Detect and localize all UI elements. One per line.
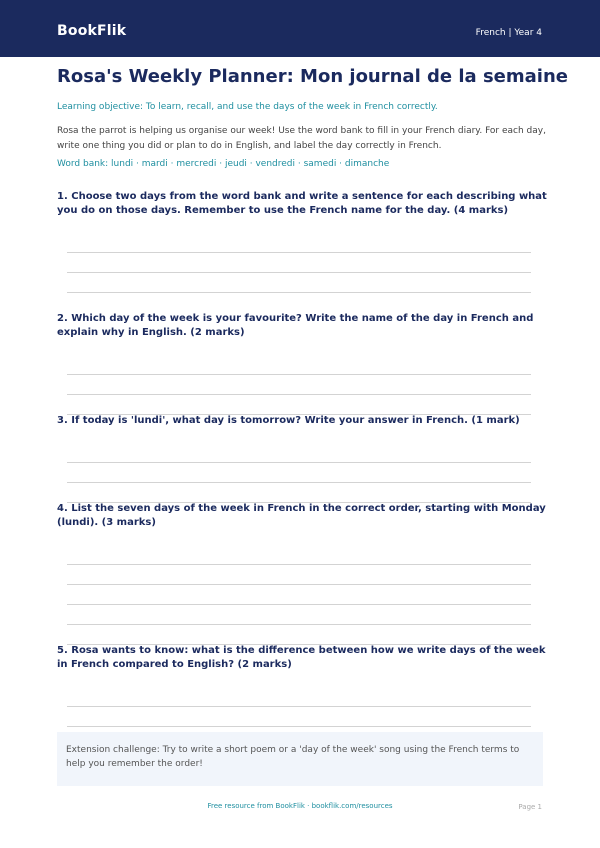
answer-line[interactable] <box>67 272 531 273</box>
word-bank: Word bank: lundi · mardi · mercredi · jeudi · vendredi · samedi · dimanche <box>57 159 390 169</box>
question-2: 2. Which day of the week is your favourite? Write the name of the day in French and explain why in English. (2 marks) <box>57 313 534 338</box>
answer-line[interactable] <box>67 706 531 707</box>
subject-label: French | Year 4 <box>475 28 542 38</box>
answer-line[interactable] <box>67 564 531 565</box>
question-4: 4. List the seven days of the week in French in the correct order, starting with Monday (lundi). (3 marks) <box>57 503 546 528</box>
answer-line[interactable] <box>67 482 531 483</box>
question-5: 5. Rosa wants to know: what is the difference between how we write days of the week in French compared to English? (2 marks) <box>57 645 546 670</box>
answer-line[interactable] <box>67 394 531 395</box>
answer-line[interactable] <box>67 584 531 585</box>
brand-logo: BookFlik <box>57 23 127 39</box>
page-number: Page 1 <box>518 803 542 811</box>
extension-challenge-box <box>57 732 543 786</box>
question-1: 1. Choose two days from the word bank and write a sentence for each describing what you do on those days. Remember to use the French name for the day. (4 marks) <box>57 191 547 216</box>
extension-challenge-text: Extension challenge: Try to write a short poem or a 'day of the week' song using the French terms to help you remember the order! <box>66 745 520 769</box>
answer-line[interactable] <box>67 252 531 253</box>
answer-line[interactable] <box>67 604 531 605</box>
question-3: 3. If today is 'lundi', what day is tomorrow? Write your answer in French. (1 mark) <box>57 415 520 426</box>
answer-line[interactable] <box>67 624 531 625</box>
footer-credit: Free resource from BookFlik · bookflik.com/resources <box>207 802 393 810</box>
intro-text: Rosa the parrot is helping us organise our week! Use the word bank to fill in your French diary. For each day, write one thing you did or plan to do in English, and label the day correctly in French. <box>57 126 546 151</box>
page-title: Rosa's Weekly Planner: Mon journal de la semaine <box>57 66 568 87</box>
answer-line[interactable] <box>67 462 531 463</box>
answer-line[interactable] <box>67 292 531 293</box>
header-bar <box>0 0 600 57</box>
learning-objective: Learning objective: To learn, recall, and use the days of the week in French correctly. <box>57 102 438 112</box>
answer-line[interactable] <box>67 726 531 727</box>
answer-line[interactable] <box>67 374 531 375</box>
